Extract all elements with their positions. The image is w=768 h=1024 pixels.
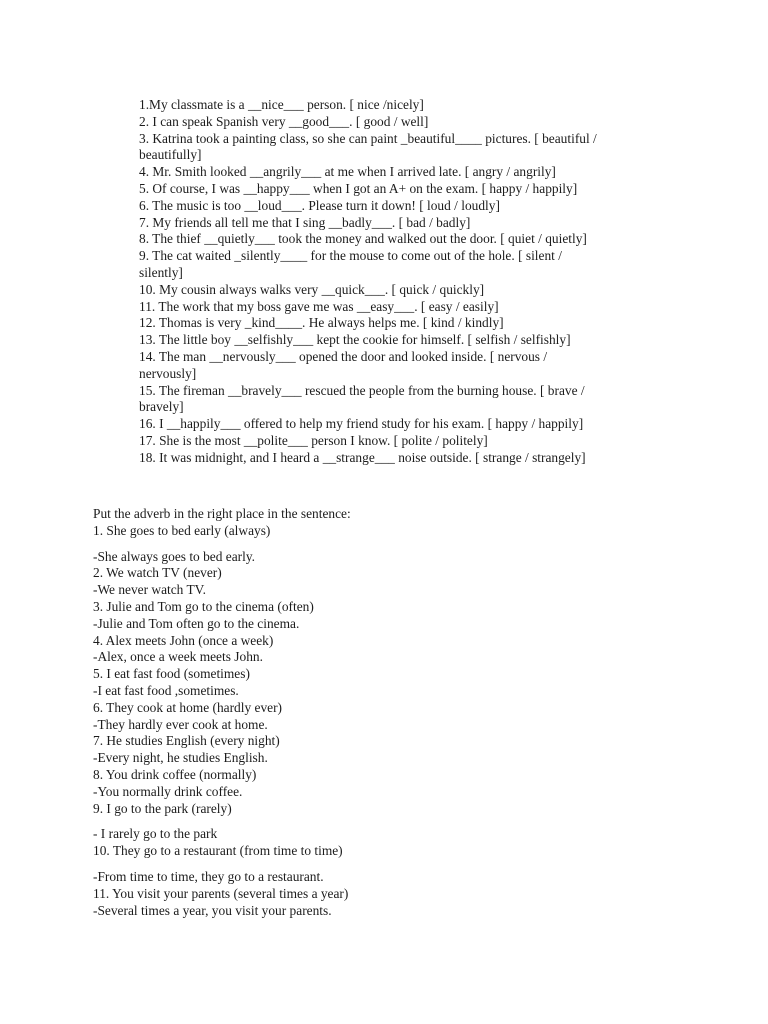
exercise-1-line: bravely] (139, 399, 184, 415)
exercise-1-line: 6. The music is too __loud___. Please turn it down! [ loud / loudly] (139, 197, 500, 213)
exercise-1-line: 16. I __happily___ offered to help my friend study for his exam. [ happy / happily] (139, 416, 584, 432)
exercise-1-line: 18. It was midnight, and I heard a __strange___ noise outside. [ strange / strangely] (139, 449, 586, 465)
exercise-1-line: 7. My friends all tell me that I sing __badly___. [ bad / badly] (139, 214, 471, 230)
exercise-1-line: 13. The little boy __selfishly___ kept the cookie for himself. [ selfish / selfishly] (139, 332, 571, 348)
exercise-2-question: 3. Julie and Tom go to the cinema (often) (93, 598, 314, 614)
exercise-2-answer: -She always goes to bed early. (93, 548, 256, 564)
exercise-2-question: 6. They cook at home (hardly ever) (93, 699, 283, 715)
exercise-2-question: 5. I eat fast food (sometimes) (93, 666, 250, 682)
exercise-2-answer: -Every night, he studies English. (93, 750, 268, 766)
exercise-1-line: 2. I can speak Spanish very __good___. [ good / well] (139, 113, 429, 129)
exercise-1-line: 17. She is the most __polite___ person I know. [ polite / politely] (139, 432, 488, 448)
exercise-1-line: 1.My classmate is a __nice___ person. [ nice /nicely] (139, 97, 424, 112)
exercise-1-line: 12. Thomas is very _kind____. He always helps me. [ kind / kindly] (139, 315, 504, 331)
exercise-2-answer: -Alex, once a week meets John. (93, 649, 263, 665)
exercise-2-question: 4. Alex meets John (once a week) (93, 632, 274, 648)
exercise-2-answer: -We never watch TV. (93, 582, 206, 598)
exercise-1-line: 9. The cat waited _silently____ for the mouse to come out of the hole. [ silent / (139, 248, 562, 264)
exercise-2-answer: -I eat fast food ,sometimes. (93, 682, 239, 698)
exercise-2-question: 11. You visit your parents (several times a year) (93, 885, 349, 901)
exercise-1-line: 8. The thief __quietly___ took the money and walked out the door. [ quiet / quietly] (139, 231, 587, 247)
exercise-2-answer: - I rarely go to the park (93, 826, 218, 842)
exercise-1-line: silently] (139, 264, 183, 280)
exercise-2-question: 1. She goes to bed early (always) (93, 522, 271, 538)
exercise-2-question: 9. I go to the park (rarely) (93, 800, 232, 816)
exercise-2-answer: -Several times a year, you visit your parents. (93, 902, 332, 918)
exercise-2-question: 7. He studies English (every night) (93, 733, 280, 749)
exercise-1-line: nervously] (139, 365, 197, 381)
exercise-1-list (139, 97, 679, 467)
exercise-2-question: 8. You drink coffee (normally) (93, 766, 257, 782)
exercise-1-line: 15. The fireman __bravely___ rescued the people from the burning house. [ brave / (139, 382, 585, 398)
exercise-1-line: 11. The work that my boss gave me was __easy___. [ easy / easily] (139, 298, 499, 314)
exercise-2-question: 2. We watch TV (never) (93, 565, 222, 581)
exercise-1-line: beautifully] (139, 147, 202, 163)
exercise-2-answer: -From time to time, they go to a restaurant. (93, 868, 324, 884)
exercise-2-answer: -Julie and Tom often go to the cinema. (93, 615, 300, 631)
exercise-2-answer: -You normally drink coffee. (93, 783, 243, 799)
exercise-1-line: 14. The man __nervously___ opened the door and looked inside. [ nervous / (139, 348, 548, 364)
exercise-1-line: 10. My cousin always walks very __quick___. [ quick / quickly] (139, 281, 485, 297)
exercise-2-list (93, 506, 653, 919)
exercise-2-instruction: Put the adverb in the right place in the sentence: (93, 506, 351, 521)
exercise-1-line: 5. Of course, I was __happy___ when I got an A+ on the exam. [ happy / happily] (139, 180, 578, 196)
exercise-1-line: 3. Katrina took a painting class, so she can paint _beautiful____ pictures. [ beautiful / (139, 130, 597, 146)
exercise-2-question: 10. They go to a restaurant (from time to time) (93, 843, 343, 859)
exercise-1-line: 4. Mr. Smith looked __angrily___ at me when I arrived late. [ angry / angrily] (139, 164, 556, 180)
exercise-2-answer: -They hardly ever cook at home. (93, 716, 268, 732)
